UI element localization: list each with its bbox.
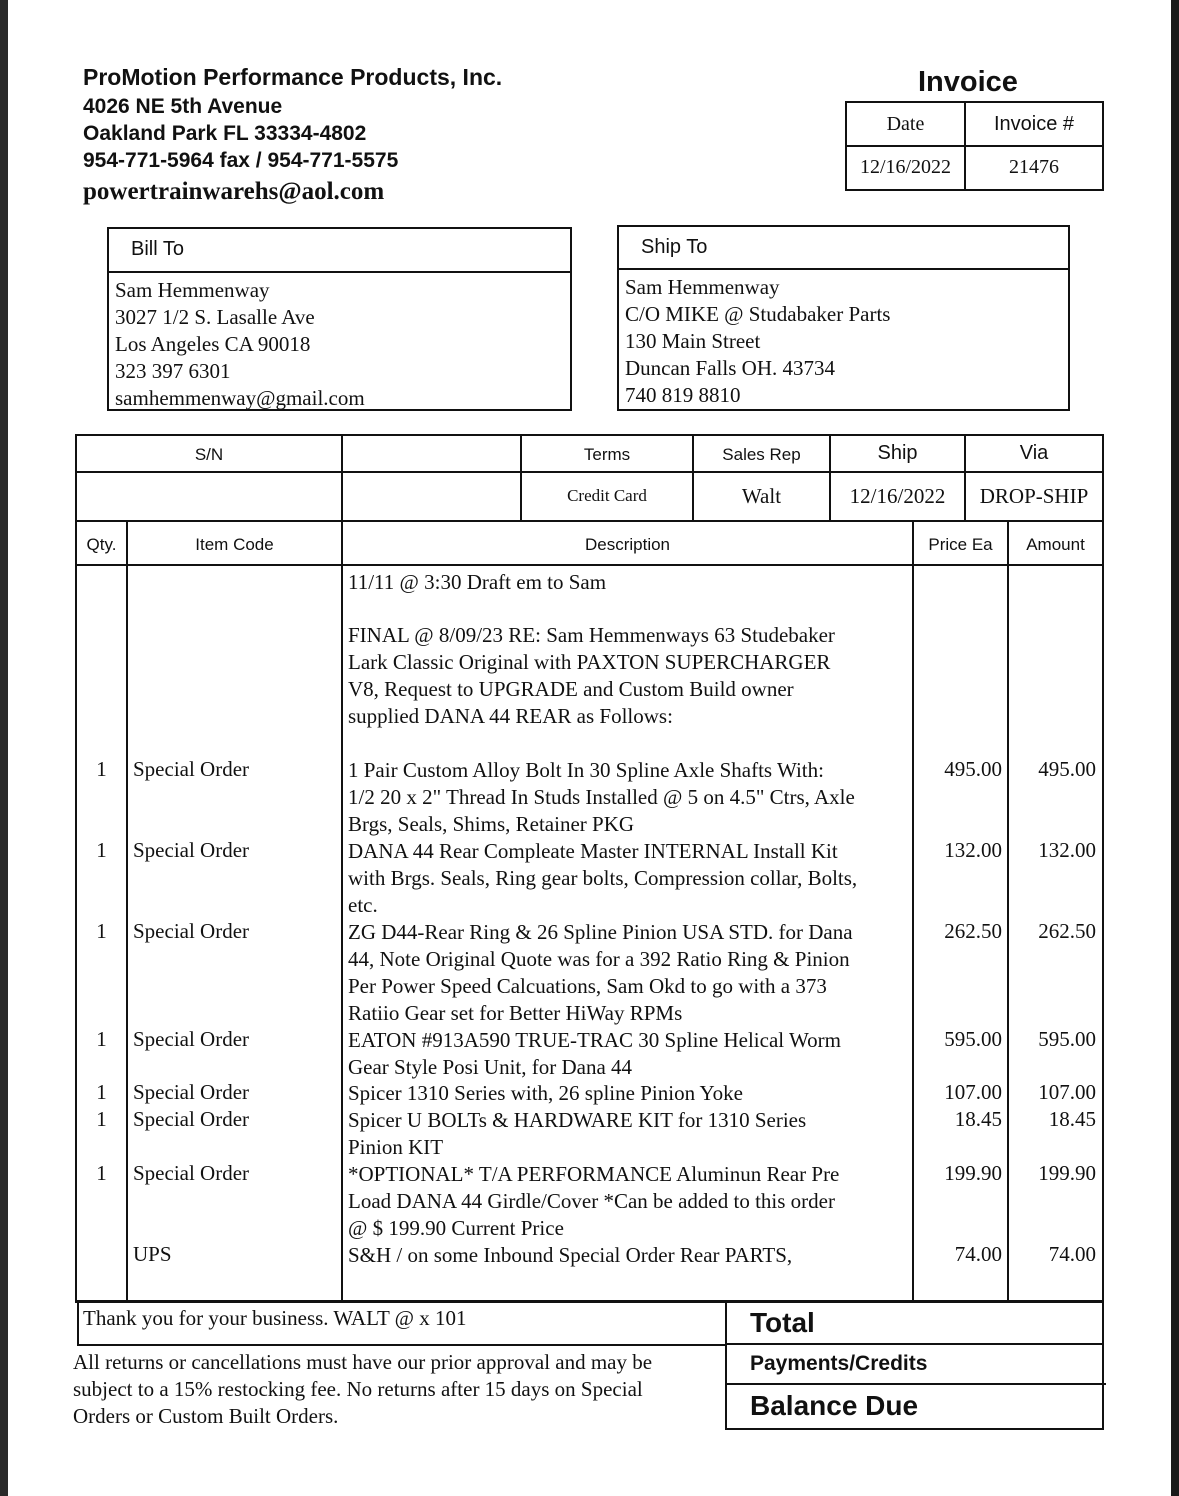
invoice-number: 21476 bbox=[1009, 156, 1059, 178]
ship-to-address bbox=[625, 274, 890, 409]
item-qty: 1 bbox=[96, 919, 107, 943]
ship-to-label: Ship To bbox=[641, 236, 708, 258]
item-amount: 132.00 bbox=[1038, 838, 1096, 862]
item-description bbox=[348, 1080, 743, 1107]
return-policy bbox=[73, 1349, 652, 1430]
policy-line: Orders or Custom Built Orders. bbox=[73, 1404, 339, 1428]
item-desc-line: Load DANA 44 Girdle/Cover *Can be added to this order bbox=[348, 1189, 835, 1213]
note-line: supplied DANA 44 REAR as Follows: bbox=[348, 704, 673, 728]
item-desc-line: Spicer 1310 Series with, 26 spline Pinion Yoke bbox=[348, 1081, 743, 1105]
item-description bbox=[348, 1242, 792, 1269]
sales-rep-label: Sales Rep bbox=[722, 445, 801, 464]
payments-credits-label: Payments/Credits bbox=[750, 1352, 928, 1375]
invoice-box-divider bbox=[845, 145, 1104, 147]
item-amount: 18.45 bbox=[1048, 1107, 1096, 1131]
item-price: 107.00 bbox=[944, 1080, 1002, 1104]
note-line: 11/11 @ 3:30 Draft em to Sam bbox=[348, 570, 607, 594]
item-desc-line: Per Power Speed Calcuations, Sam Okd to go with a 373 bbox=[348, 974, 827, 998]
scan-edge-right bbox=[1171, 0, 1179, 1496]
item-description bbox=[348, 919, 853, 1027]
item-desc-line: Brgs, Seals, Shims, Retainer PKG bbox=[348, 812, 635, 836]
note-line: V8, Request to UPGRADE and Custom Build owner bbox=[348, 677, 794, 701]
thank-you-note: Thank you for your business. WALT @ x 101 bbox=[83, 1306, 467, 1330]
order-info-col-line bbox=[341, 434, 343, 522]
item-desc-line: S&H / on some Inbound Special Order Rear PARTS, bbox=[348, 1243, 793, 1267]
bill-to-email: samhemmenway@gmail.com bbox=[115, 386, 365, 410]
company-address-line2: Oakland Park FL 33334-4802 bbox=[83, 122, 367, 145]
final-note bbox=[348, 622, 835, 730]
invoice-date: 12/16/2022 bbox=[859, 156, 952, 178]
policy-line: subject to a 15% restocking fee. No returns after 15 days on Special bbox=[73, 1377, 643, 1401]
item-code: Special Order bbox=[133, 838, 250, 862]
balance-due-label: Balance Due bbox=[750, 1390, 919, 1421]
company-phone: 954-771-5964 fax / 954-771-5575 bbox=[83, 149, 399, 172]
item-description bbox=[348, 757, 855, 838]
ship-to-line: Duncan Falls OH. 43734 bbox=[625, 356, 835, 380]
bill-to-line: 3027 1/2 S. Lasalle Ave bbox=[115, 305, 315, 329]
item-qty: 1 bbox=[96, 1161, 107, 1185]
item-amount: 262.50 bbox=[1038, 919, 1096, 943]
line-items-header-divider bbox=[75, 564, 1104, 566]
item-description bbox=[348, 1107, 806, 1161]
invoice-title: Invoice bbox=[918, 66, 1018, 98]
bill-to-line: Sam Hemmenway bbox=[115, 278, 270, 302]
sales-rep-value: Walt bbox=[741, 484, 782, 508]
item-qty: 1 bbox=[96, 1107, 107, 1131]
bill-to-label: Bill To bbox=[131, 238, 184, 260]
company-email: powertrainwarehs@aol.com bbox=[83, 178, 385, 205]
bill-to-divider bbox=[107, 271, 572, 273]
company-name: ProMotion Performance Products, Inc. bbox=[83, 64, 503, 90]
item-desc-line: Gear Style Posi Unit, for Dana 44 bbox=[348, 1055, 633, 1079]
item-qty: 1 bbox=[96, 1080, 107, 1104]
item-qty: 1 bbox=[96, 757, 107, 781]
item-desc-line: DANA 44 Rear Compleate Master INTERNAL Install Kit bbox=[348, 839, 838, 863]
ship-to-line: Sam Hemmenway bbox=[625, 275, 780, 299]
item-amount: 199.90 bbox=[1038, 1161, 1096, 1185]
item-price: 132.00 bbox=[944, 838, 1002, 862]
item-desc-line: @ $ 199.90 Current Price bbox=[348, 1216, 564, 1240]
totals-divider bbox=[725, 1383, 1106, 1385]
order-info-divider bbox=[75, 471, 1104, 473]
item-desc-line: Pinion KIT bbox=[348, 1135, 444, 1159]
policy-line: All returns or cancellations must have our prior approval and may be bbox=[73, 1350, 653, 1374]
item-amount: 74.00 bbox=[1048, 1242, 1096, 1266]
item-price: 595.00 bbox=[944, 1027, 1002, 1051]
item-desc-line: 1/2 20 x 2" Thread In Studs Installed @ 5 on 4.5" Ctrs, Axle bbox=[348, 785, 855, 809]
qty-header: Qty. bbox=[86, 535, 117, 554]
item-price: 18.45 bbox=[954, 1107, 1002, 1131]
item-code: UPS bbox=[133, 1242, 172, 1266]
item-amount: 495.00 bbox=[1038, 757, 1096, 781]
item-desc-line: etc. bbox=[348, 893, 378, 917]
item-qty: 1 bbox=[96, 838, 107, 862]
total-label: Total bbox=[750, 1307, 815, 1338]
description-header: Description bbox=[584, 535, 671, 554]
items-col-line bbox=[126, 520, 128, 1303]
totals-divider bbox=[725, 1343, 1104, 1345]
note-line: FINAL @ 8/09/23 RE: Sam Hemmenways 63 Studebaker bbox=[348, 623, 835, 647]
item-qty: 1 bbox=[96, 1027, 107, 1051]
ship-to-line: C/O MIKE @ Studabaker Parts bbox=[625, 302, 891, 326]
item-desc-line: EATON #913A590 TRUE-TRAC 30 Spline Helical Worm bbox=[348, 1028, 841, 1052]
item-price: 262.50 bbox=[944, 919, 1002, 943]
item-price: 495.00 bbox=[944, 757, 1002, 781]
item-description bbox=[348, 1027, 841, 1081]
terms-value: Credit Card bbox=[567, 486, 647, 505]
ship-date-value: 12/16/2022 bbox=[849, 484, 946, 508]
via-label: Via bbox=[1019, 442, 1049, 464]
item-price: 74.00 bbox=[954, 1242, 1002, 1266]
item-code: Special Order bbox=[133, 1080, 250, 1104]
bill-to-line: 323 397 6301 bbox=[115, 359, 231, 383]
item-code: Special Order bbox=[133, 1027, 250, 1051]
item-desc-line: ZG D44-Rear Ring & 26 Spline Pinion USA STD. for Dana bbox=[348, 920, 853, 944]
ship-date-label: Ship bbox=[877, 442, 918, 464]
terms-label: Terms bbox=[583, 445, 631, 464]
item-price: 199.90 bbox=[944, 1161, 1002, 1185]
item-code: Special Order bbox=[133, 919, 250, 943]
note-line: Lark Classic Original with PAXTON SUPERCHARGER bbox=[348, 650, 831, 674]
item-code: Special Order bbox=[133, 1107, 250, 1131]
item-desc-line: *OPTIONAL* T/A PERFORMANCE Aluminun Rear Pre bbox=[348, 1162, 840, 1186]
item-desc-line: with Brgs. Seals, Ring gear bolts, Compression collar, Bolts, bbox=[348, 866, 858, 890]
amount-header: Amount bbox=[1026, 535, 1085, 554]
scan-edge-left bbox=[0, 0, 8, 1496]
item-amount: 595.00 bbox=[1038, 1027, 1096, 1051]
via-value: DROP-SHIP bbox=[979, 484, 1089, 508]
item-code: Special Order bbox=[133, 757, 250, 781]
date-label: Date bbox=[886, 113, 925, 135]
invoice-number-label: Invoice # bbox=[993, 113, 1075, 135]
item-description bbox=[348, 1161, 839, 1242]
item-desc-line: 1 Pair Custom Alloy Bolt In 30 Spline Axle Shafts With: bbox=[348, 758, 824, 782]
bill-to-address bbox=[115, 277, 365, 412]
ship-to-line: 130 Main Street bbox=[625, 329, 761, 353]
ship-to-divider bbox=[617, 268, 1070, 270]
item-code-header: Item Code bbox=[195, 535, 274, 554]
item-amount: 107.00 bbox=[1038, 1080, 1096, 1104]
item-desc-line: Spicer U BOLTs & HARDWARE KIT for 1310 Series bbox=[348, 1108, 807, 1132]
sn-label: S/N bbox=[194, 445, 224, 464]
item-desc-line: 44, Note Original Quote was for a 392 Ratio Ring & Pinion bbox=[348, 947, 850, 971]
item-code: Special Order bbox=[133, 1161, 250, 1185]
bill-to-line: Los Angeles CA 90018 bbox=[115, 332, 311, 356]
ship-to-line: 740 819 8810 bbox=[625, 383, 741, 407]
items-col-line bbox=[341, 520, 343, 1303]
company-address-line1: 4026 NE 5th Avenue bbox=[83, 95, 283, 118]
item-desc-line: Ratiio Gear set for Better HiWay RPMs bbox=[348, 1001, 683, 1025]
item-description bbox=[348, 838, 857, 919]
price-header: Price Ea bbox=[928, 535, 993, 554]
